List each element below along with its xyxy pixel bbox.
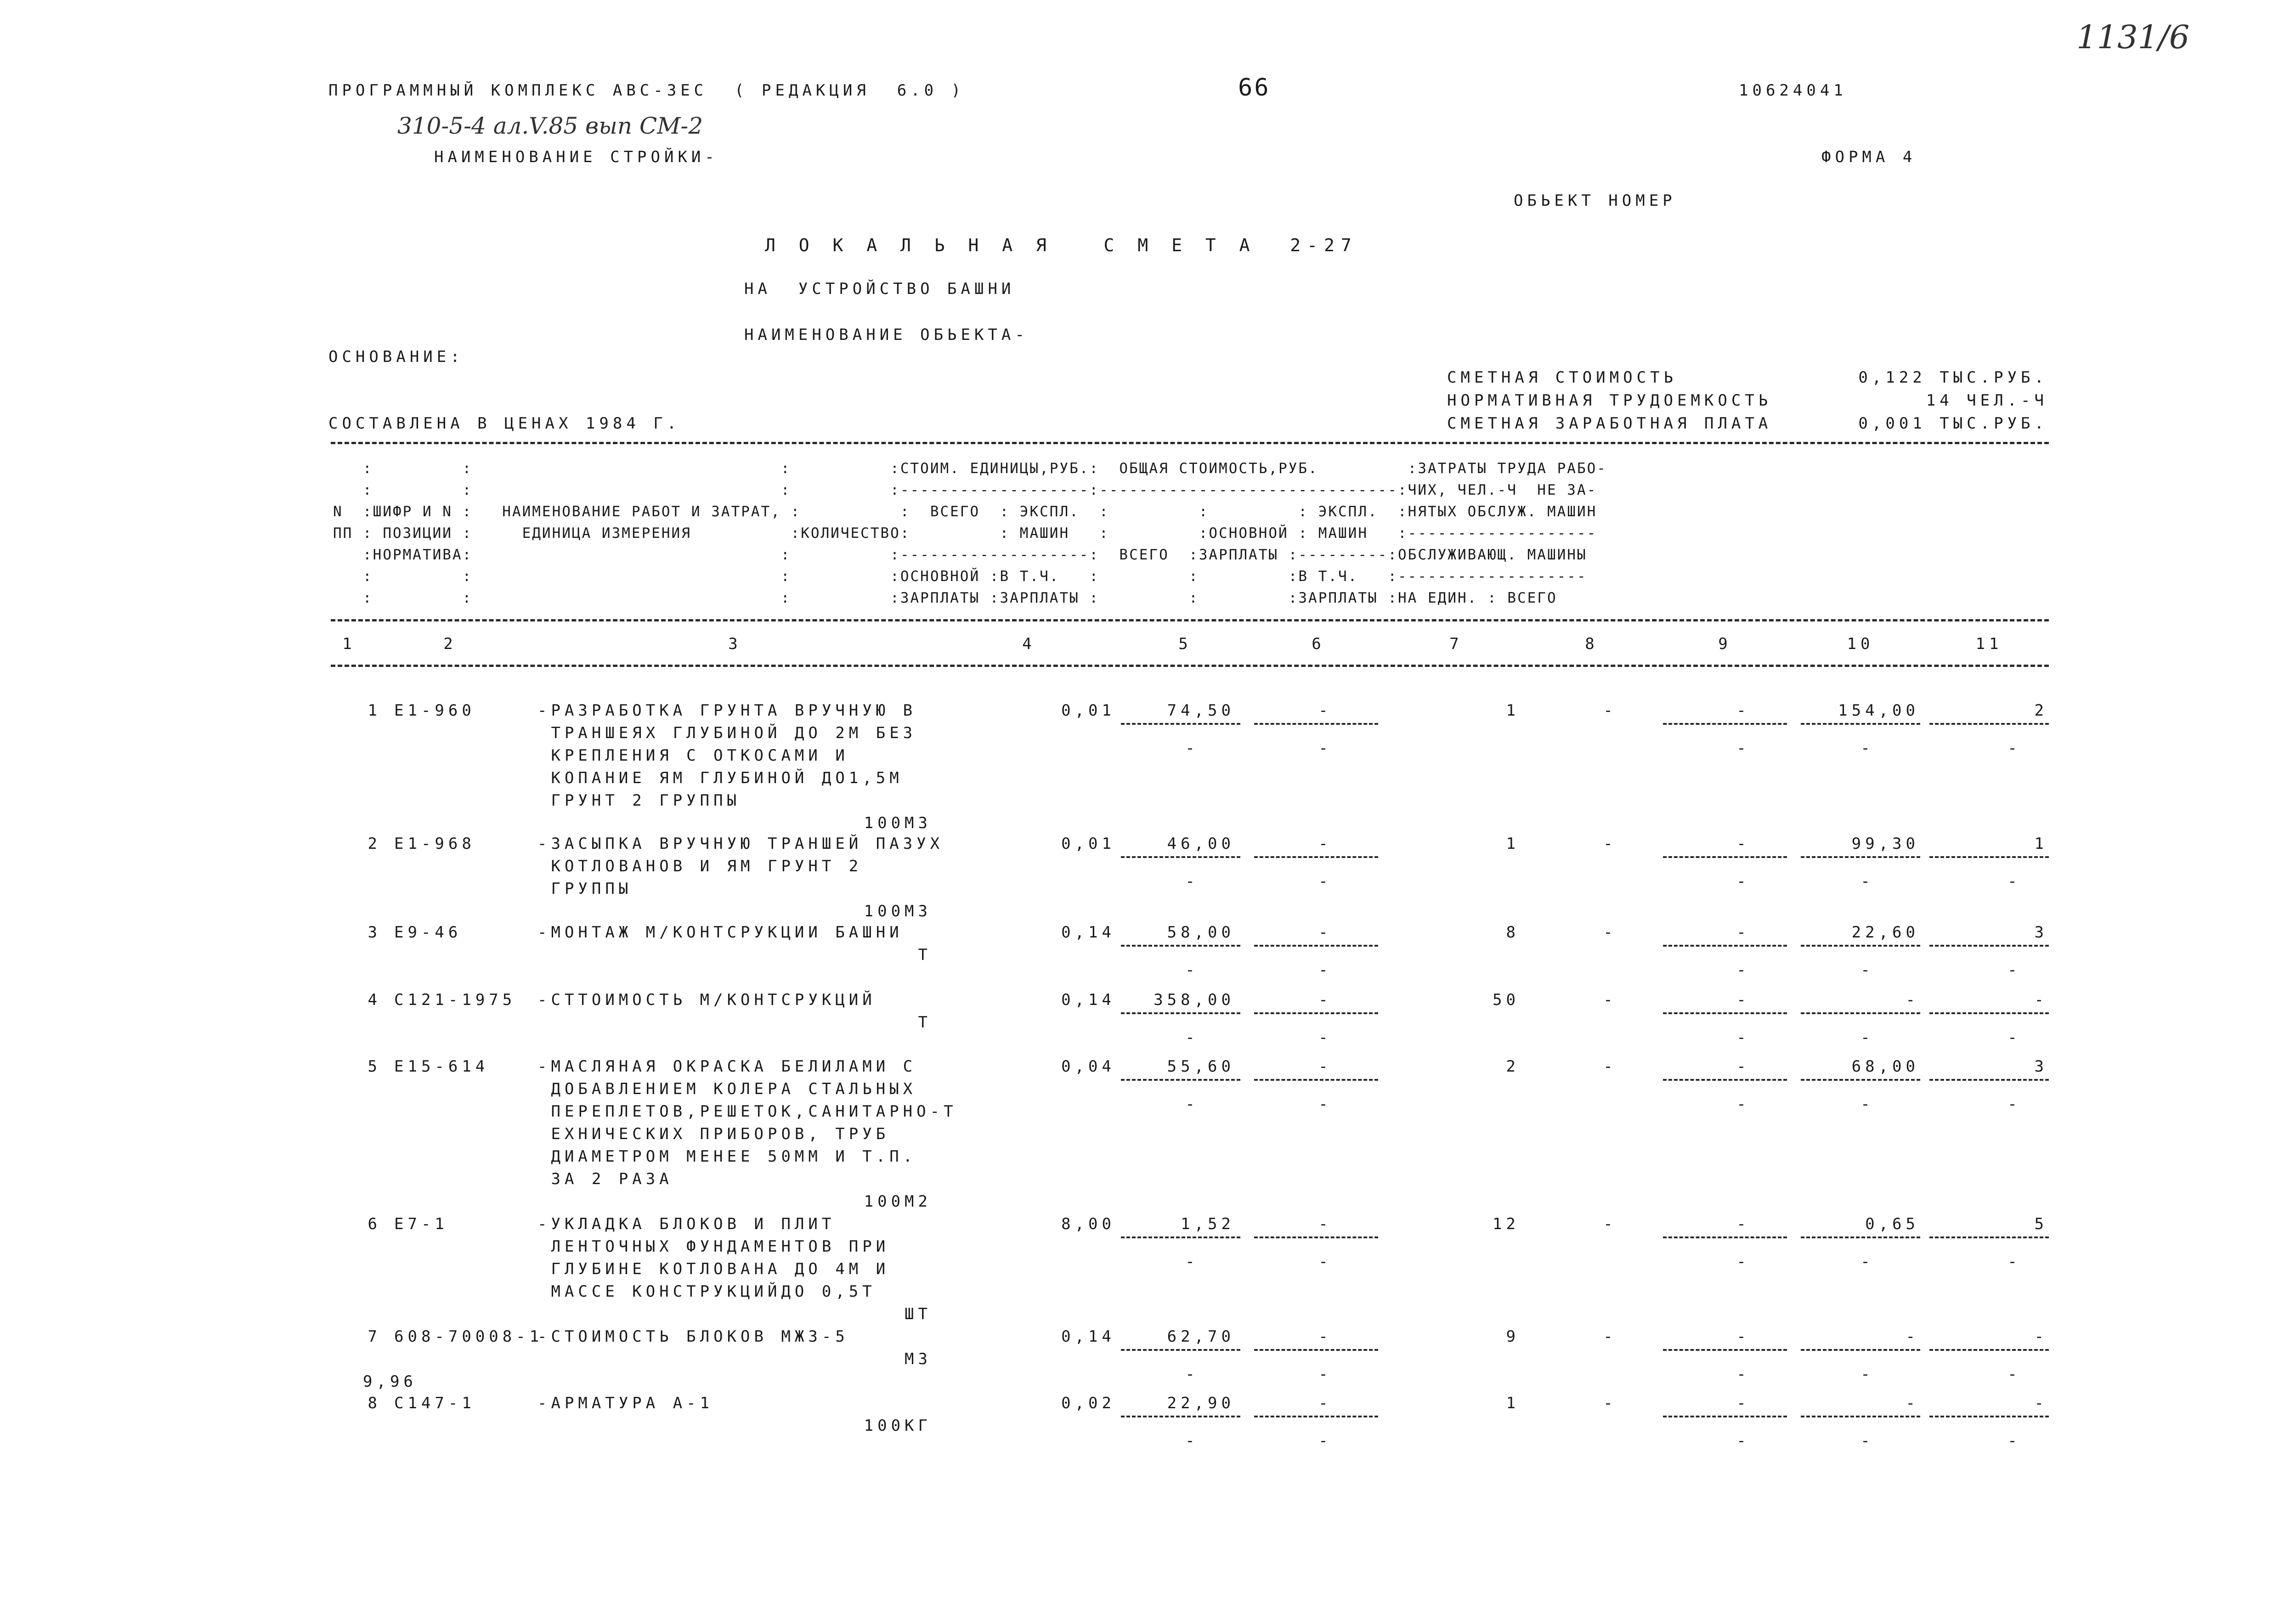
form-label: ФОРМА 4 [1821,148,1917,166]
quantity: 8,00 [1061,1215,1115,1233]
column-number: 11 [1975,635,2003,653]
total-machines: - [1736,1394,1750,1412]
work-name-line: ЕХНИЧЕСКИХ ПРИБОРОВ, ТРУБ [537,1125,890,1143]
row-number: 2 [368,835,381,853]
divider-rule [1663,1349,1787,1351]
header-rule [331,619,2049,621]
norm-code: С121-1975 [394,991,516,1009]
total-cost: 1 [1506,835,1520,853]
divider-rule [1663,1079,1787,1081]
base-wage-value: - [1185,961,1199,979]
divider-rule [1121,1012,1240,1014]
base-wage-value: - [1185,1028,1199,1047]
divider-rule [1663,1236,1787,1238]
divider-rule [1929,856,2049,858]
machine-wage-value: - [1318,1365,1332,1383]
column-number: 2 [443,635,457,653]
document-subtitle: НА УСТРОЙСТВО БАШНИ [744,280,1015,298]
machine-wage-total: - [1736,1432,1750,1450]
divider-rule [1121,1236,1240,1238]
divider-rule [1121,1416,1240,1417]
unit-cost-total: 46,00 [1167,835,1235,853]
unit-of-measure: Т [918,946,932,964]
divider-rule [1929,1236,2049,1238]
header-line: N :ШИФР И N : НАИМЕНОВАНИЕ РАБОТ И ЗАТРАТ, : : ВСЕГО : ЭКСПЛ. : : : ЭКСПЛ. :НЯТЫХ ОБСЛУЖ. МАШИН [333,503,1597,520]
total-base-wages: - [1603,1327,1617,1346]
total-base-wages: - [1603,991,1617,1009]
divider-rule [1254,1079,1378,1081]
norm-code: С147-1 [394,1394,475,1412]
service-labor-unit: - [1861,1365,1874,1383]
total-base-wages: - [1603,701,1617,720]
labor-per-unit: - [1906,991,1919,1009]
table-top-rule [331,442,2049,444]
unit-cost-total: 62,70 [1167,1327,1235,1346]
work-name-line: ПЕРЕПЛЕТОВ,РЕШЕТОК,САНИТАРНО-Т [537,1102,957,1121]
total-cost: 1 [1506,701,1520,720]
unit-cost-machines: - [1318,991,1332,1009]
row-number: 3 [368,923,381,942]
work-name-line: -МАСЛЯНАЯ ОКРАСКА БЕЛИЛАМИ С [537,1057,917,1076]
service-labor-total: - [2008,1253,2021,1271]
work-name-line: -СТТОИМОСТЬ М/КОНТСРУКЦИЙ [537,991,876,1009]
labor-total: 3 [2034,1057,2048,1076]
work-name-line: КОТЛОВАНОВ И ЯМ ГРУНТ 2 [537,857,863,875]
unit-cost-total: 22,90 [1167,1394,1235,1412]
machine-wage-value: - [1318,1253,1332,1271]
document-title: Л О К А Л Ь Н А Я С М Е Т А 2-27 [765,235,1358,255]
quantity: 0,14 [1061,991,1115,1009]
unit-of-measure: 100М3 [864,902,932,920]
work-name-line: -РАЗРАБОТКА ГРУНТА ВРУЧНУЮ В [537,701,917,720]
divider-rule [1929,1416,2049,1417]
divider-rule [1801,1349,1920,1351]
unit-of-measure: М3 [905,1350,932,1368]
base-wage-value: - [1185,872,1199,891]
doc-code: 10624041 [1739,81,1847,100]
total-machines: - [1736,835,1750,853]
column-number: 1 [342,635,356,653]
norm-code: Е1-960 [394,701,475,720]
service-labor-total: - [2008,1432,2021,1450]
header-line: : : : :ОСНОВНОЙ :В Т.Ч. : : :В Т.Ч. :------------------- [333,568,1587,585]
machine-wage-total: - [1736,739,1750,757]
divider-rule [1254,1236,1378,1238]
total-machines: - [1736,923,1750,942]
total-base-wages: - [1603,1394,1617,1412]
column-number: 4 [1022,635,1036,653]
work-name-line: ЛЕНТОЧНЫХ ФУНДАМЕНТОВ ПРИ [537,1237,890,1256]
work-name-line: ДИАМЕТРОМ МЕНЕЕ 50ММ И Т.П. [537,1147,917,1166]
divider-rule [1801,1416,1920,1417]
divider-rule [1801,856,1920,858]
total-machines: - [1736,1057,1750,1076]
machine-wage-value: - [1318,1432,1332,1450]
divider-rule [1929,1349,2049,1351]
summary-value: 14 ЧЕЛ.-Ч [1926,391,2048,410]
total-base-wages: - [1603,835,1617,853]
row-number: 6 [368,1215,381,1233]
header-line: ПП : ПОЗИЦИИ : ЕДИНИЦА ИЗМЕРЕНИЯ :КОЛИЧЕСТВО: : МАШИН : :ОСНОВНОЙ : МАШИН :------------------- [333,525,1597,542]
work-name-line: ГЛУБИНЕ КОТЛОВАНА ДО 4М И [537,1260,890,1278]
labor-total: 1 [2034,835,2048,853]
row-number: 4 [368,991,381,1009]
labor-total: 2 [2034,701,2048,720]
unit-cost-total: 358,00 [1154,991,1235,1009]
column-number: 8 [1585,635,1599,653]
quantity: 0,14 [1061,923,1115,942]
quantity: 0,04 [1061,1057,1115,1076]
work-name-line: ТРАНШЕЯХ ГЛУБИНОЙ ДО 2М БЕЗ [537,724,917,742]
unit-cost-total: 58,00 [1167,923,1235,942]
column-number: 9 [1718,635,1732,653]
divider-rule [1121,945,1240,947]
service-labor-total: - [2008,872,2021,891]
divider-rule [1121,856,1240,858]
machine-wage-total: - [1736,1095,1750,1113]
divider-rule [1663,856,1787,858]
column-number: 7 [1449,635,1463,653]
row-note: 9,96 [363,1372,417,1391]
header-line: :НОРМАТИВА: : :-------------------: ВСЕГО :ЗАРПЛАТЫ :---------:ОБСЛУЖИВАЮЩ. МАШИНЫ [333,547,1587,563]
construction-name-label: НАИМЕНОВАНИЕ СТРОЙКИ- [434,148,718,166]
service-labor-unit: - [1861,872,1874,891]
divider-rule [1801,723,1920,725]
service-labor-unit: - [1861,739,1874,757]
divider-rule [1663,945,1787,947]
service-labor-unit: - [1861,1432,1874,1450]
summary-label: СМЕТНАЯ СТОИМОСТЬ [1447,368,1677,387]
machine-wage-value: - [1318,872,1332,891]
unit-cost-machines: - [1318,1057,1332,1076]
work-name-line: -УКЛАДКА БЛОКОВ И ПЛИТ [537,1215,836,1233]
unit-cost-total: 74,50 [1167,701,1235,720]
header-line: : : : :ЗАРПЛАТЫ :ЗАРПЛАТЫ : : :ЗАРПЛАТЫ :НА ЕДИН. : ВСЕГО [333,590,1557,606]
base-wage-value: - [1185,1432,1199,1450]
divider-rule [1121,1079,1240,1081]
service-labor-total: - [2008,1365,2021,1383]
base-wage-value: - [1185,1365,1199,1383]
total-cost: 2 [1506,1057,1520,1076]
total-cost: 50 [1493,991,1520,1009]
work-name-line: МАССЕ КОНСТРУКЦИЙДО 0,5Т [537,1282,876,1301]
labor-per-unit: - [1906,1394,1919,1412]
total-machines: - [1736,1215,1750,1233]
machine-wage-total: - [1736,1028,1750,1047]
labor-per-unit: - [1906,1327,1919,1346]
summary-value: 0,122 ТЫС.РУБ. [1858,368,2048,387]
divider-rule [1663,723,1787,725]
total-base-wages: - [1603,1057,1617,1076]
unit-cost-total: 1,52 [1181,1215,1235,1233]
unit-of-measure: ШТ [905,1305,932,1323]
unit-cost-total: 55,60 [1167,1057,1235,1076]
divider-rule [1121,1349,1240,1351]
service-labor-unit: - [1861,1095,1874,1113]
unit-of-measure: 100М3 [864,814,932,832]
summary-label: СМЕТНАЯ ЗАРАБОТНАЯ ПЛАТА [1447,414,1772,433]
quantity: 0,01 [1061,701,1115,720]
unit-of-measure: 100М2 [864,1192,932,1211]
unit-cost-machines: - [1318,1394,1332,1412]
unit-of-measure: Т [918,1013,932,1032]
machine-wage-total: - [1736,961,1750,979]
work-name-line: -ЗАСЫПКА ВРУЧНУЮ ТРАНШЕЙ ПАЗУХ [537,835,944,853]
divider-rule [1929,723,2049,725]
divider-rule [1121,723,1240,725]
work-name-line: ДОБАВЛЕНИЕМ КОЛЕРА СТАЛЬНЫХ [537,1080,917,1098]
row-number: 7 [368,1327,381,1346]
total-machines: - [1736,991,1750,1009]
row-number: 8 [368,1394,381,1412]
divider-rule [1929,1079,2049,1081]
divider-rule [1929,945,2049,947]
labor-total: - [2034,1394,2048,1412]
service-labor-unit: - [1861,1028,1874,1047]
row-number: 5 [368,1057,381,1076]
divider-rule [1801,1012,1920,1014]
unit-cost-machines: - [1318,1215,1332,1233]
program-name: ПРОГРАММНЫЙ КОМПЛЕКС АВС-3ЕС ( РЕДАКЦИЯ 6.0 ) [328,81,965,100]
service-labor-unit: - [1861,961,1874,979]
norm-code: Е7-1 [394,1215,448,1233]
work-name-line: -АРМАТУРА А-1 [537,1394,714,1412]
row-number: 1 [368,701,381,720]
total-cost: 9 [1506,1327,1520,1346]
column-number-rule [331,665,2049,667]
column-number: 6 [1312,635,1325,653]
divider-rule [1254,945,1378,947]
work-name-line: КОПАНИЕ ЯМ ГЛУБИНОЙ ДО1,5М [537,769,903,787]
total-cost: 1 [1506,1394,1520,1412]
divider-rule [1254,723,1378,725]
work-name-line: ЗА 2 РАЗА [537,1170,673,1188]
machine-wage-value: - [1318,961,1332,979]
machine-wage-value: - [1318,1095,1332,1113]
divider-rule [1801,1079,1920,1081]
norm-code: Е9-46 [394,923,462,942]
unit-of-measure: 100КГ [864,1417,932,1435]
machine-wage-total: - [1736,1365,1750,1383]
object-name-label: НАИМЕНОВАНИЕ ОБЬЕКТА- [744,326,1029,344]
work-name-line: ГРУППЫ [537,880,633,898]
labor-total: - [2034,991,2048,1009]
quantity: 0,14 [1061,1327,1115,1346]
total-cost: 8 [1506,923,1520,942]
machine-wage-value: - [1318,739,1332,757]
divider-rule [1663,1416,1787,1417]
header-line: : : : :СТОИМ. ЕДИНИЦЫ,РУБ.: ОБЩАЯ СТОИМОСТЬ,РУБ. :ЗАТРАТЫ ТРУДА РАБО- [333,460,1607,477]
basis-label: ОСНОВАНИЕ: [328,348,464,366]
quantity: 0,02 [1061,1394,1115,1412]
divider-rule [1254,1349,1378,1351]
work-name-line: -МОНТАЖ М/КОНТСРУКЦИИ БАШНИ [537,923,903,942]
machine-wage-value: - [1318,1028,1332,1047]
norm-code: 608-70008-1 [394,1327,543,1346]
divider-rule [1254,1012,1378,1014]
work-name-line: ГРУНТ 2 ГРУППЫ [537,791,741,810]
base-wage-value: - [1185,1095,1199,1113]
divider-rule [1801,1236,1920,1238]
norm-code: Е15-614 [394,1057,489,1076]
labor-total: - [2034,1327,2048,1346]
column-number: 10 [1847,635,1874,653]
column-number: 3 [728,635,742,653]
divider-rule [1663,1012,1787,1014]
machine-wage-total: - [1736,872,1750,891]
unit-cost-machines: - [1318,835,1332,853]
quantity: 0,01 [1061,835,1115,853]
divider-rule [1801,945,1920,947]
base-wage-value: - [1185,739,1199,757]
labor-per-unit: 99,30 [1851,835,1919,853]
base-wage-value: - [1185,1253,1199,1271]
service-labor-unit: - [1861,1253,1874,1271]
machine-wage-total: - [1736,1253,1750,1271]
divider-rule [1929,1012,2049,1014]
work-name-line: КРЕПЛЕНИЯ С ОТКОСАМИ И [537,746,849,765]
service-labor-total: - [2008,961,2021,979]
divider-rule [1254,856,1378,858]
service-labor-total: - [2008,1095,2021,1113]
total-machines: - [1736,701,1750,720]
total-base-wages: - [1603,923,1617,942]
service-labor-total: - [2008,739,2021,757]
total-cost: 12 [1493,1215,1520,1233]
handwritten-reference: 310-5-4 ал.V.85 вып СМ-2 [397,113,703,139]
labor-per-unit: 154,00 [1838,701,1919,720]
work-name-line: -СТОИМОСТЬ БЛОКОВ МЖ3-5 [537,1327,849,1346]
page-number: 66 [1238,74,1271,102]
labor-per-unit: 68,00 [1851,1057,1919,1076]
prices-label: СОСТАВЛЕНА В ЦЕНАХ 1984 Г. [328,414,681,433]
total-base-wages: - [1603,1215,1617,1233]
divider-rule [1254,1416,1378,1417]
object-number-label: ОБЬЕКТ НОМЕР [1514,192,1676,210]
corner-handwritten-mark: 1131/6 [2076,18,2190,56]
summary-value: 0,001 ТЫС.РУБ. [1858,414,2048,433]
total-machines: - [1736,1327,1750,1346]
service-labor-total: - [2008,1028,2021,1047]
header-line: : : : :-------------------:------------------------------:ЧИХ, ЧЕЛ.-Ч НЕ ЗА- [333,482,1597,498]
summary-label: НОРМАТИВНАЯ ТРУДОЕМКОСТЬ [1447,391,1772,410]
unit-cost-machines: - [1318,701,1332,720]
unit-cost-machines: - [1318,1327,1332,1346]
labor-per-unit: 22,60 [1851,923,1919,942]
labor-per-unit: 0,65 [1865,1215,1919,1233]
unit-cost-machines: - [1318,923,1332,942]
column-number: 5 [1178,635,1192,653]
labor-total: 5 [2034,1215,2048,1233]
norm-code: Е1-968 [394,835,475,853]
labor-total: 3 [2034,923,2048,942]
